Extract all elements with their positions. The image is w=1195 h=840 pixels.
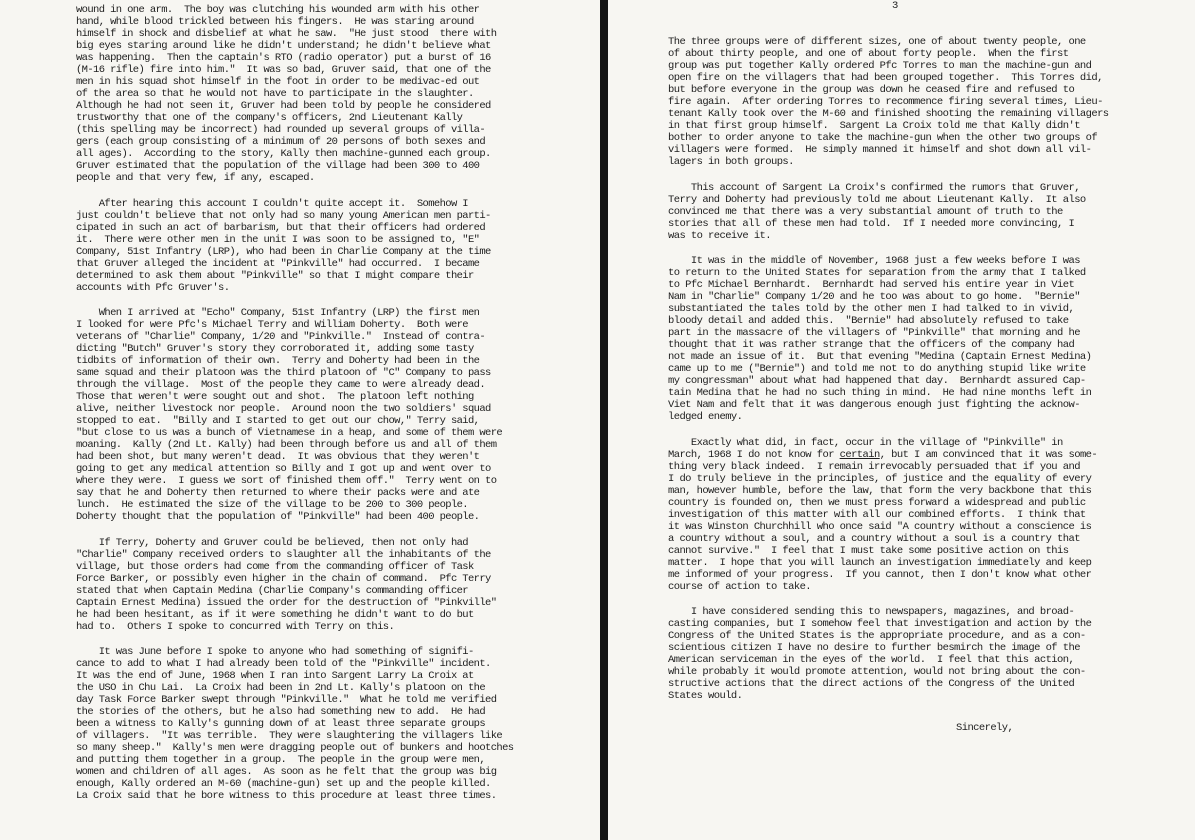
text-line: It was the end of June, 1968 when I ran into Sargent Larry La Croix at: [76, 670, 474, 682]
text-line: in that first group himself. Sargent La Croix told me that Kally didn't: [668, 120, 1080, 132]
text-line: Although he had not seen it, Gruver had been told by people he considered: [76, 100, 491, 112]
text-line: This account of Sargent La Croix's confirmed the rumors that Gruver,: [668, 181, 1080, 194]
text-line: determined to ask them about "Pinkville" so that I might compare their: [76, 269, 474, 282]
text-line: Doherty thought that the population of "Pinkville" had been 400 people.: [76, 511, 480, 523]
text-line: of about thirty people, and one of about forty people. When the first: [668, 48, 1069, 60]
text-line: and putting them together in a group. The people in the group were men,: [76, 754, 486, 766]
text-line: stopped to eat. "Billy and I started to get out our chow," Terry said,: [76, 415, 480, 427]
line-continuation: , but I am convinced that it was some-: [879, 448, 1098, 461]
text-line: matter. I hope that you will launch an investigation immediately and keep: [668, 556, 1092, 569]
text-line: people and that very few, if any, escaped.: [76, 172, 315, 184]
text-line: If Terry, Doherty and Gruver could be believed, then not only had: [76, 536, 468, 549]
text-line: "Charlie" Company received orders to slaughter all the inhabitants of the: [76, 548, 491, 561]
text-line: a country without a soul, and a country without a soul is a country that: [668, 532, 1080, 545]
text-line: After hearing this account I couldn't quite accept it. Somehow I: [76, 197, 468, 210]
text-line: so many sheep." Kally's men were dragging people out of bunkers and hootches: [76, 742, 514, 754]
text-line: Captain Ernest Medina) issued the order for the destruction of "Pinkville": [76, 596, 497, 609]
text-line: scientious citizen I have no desire to further besmirch the image of the: [668, 642, 1080, 654]
text-line: to Pfc Michael Bernhardt. Bernhardt had served his entire year in Viet: [668, 279, 1075, 291]
text-line: tenant Kally took over the M-60 and finished shooting the remaining villagers: [668, 108, 1109, 120]
text-line: tain Medina that he had no such thing in mind. He had nine months left in: [668, 387, 1092, 399]
text-line: to return to the United States for separation from the army that I talked: [668, 267, 1086, 279]
text-line: ledged enemy.: [668, 411, 743, 423]
page-number: 3: [892, 0, 899, 12]
text-line: villagers were formed. He simply manned it himself and shot down all vil-: [668, 144, 1092, 156]
text-line: came up to me ("Bernie") and told me not to do anything stupid like write: [668, 363, 1086, 375]
text-line: he had been hesitant, as if it were something he didn't want to do but: [76, 608, 474, 621]
text-line: Terry and Doherty had previously told me about Lieutenant Kally. It also: [668, 193, 1086, 206]
text-line: The three groups were of different sizes, one of about twenty people, one: [668, 36, 1086, 48]
text-line: It was June before I spoke to anyone who had something of signifi-: [76, 646, 474, 658]
paragraph: [76, 646, 600, 802]
text-line: cance to add to what I had already been told of the "Pinkville" incident.: [76, 658, 491, 670]
text-line: open fire on the villagers that had been grouped together. This Torres did,: [668, 72, 1103, 84]
text-line: fire again. After ordering Torres to recommence firing several times, Lieu-: [668, 96, 1103, 108]
text-line: part in the massacre of the villagers of "Pinkville" that morning and he: [668, 327, 1080, 339]
closing-salutation: Sincerely,: [956, 722, 1014, 734]
text-line: bloody detail and added this. "Bernie" had absolutely refused to take: [668, 315, 1069, 327]
paragraph: [76, 4, 600, 184]
text-line: had to. Others I spoke to concurred with Terry on this.: [76, 620, 395, 633]
text-line: me informed of your progress. If you cannot, then I don't know what other: [668, 568, 1092, 581]
text-line: casting companies, but I somehow feel that investigation and action by the: [668, 618, 1092, 630]
text-line: accounts with Pfc Gruver's.: [76, 281, 230, 294]
text-line: country is founded on, then we must press forward a widespread and public: [668, 496, 1086, 509]
text-line: man, however humble, before the law, that form the very backbone that this: [668, 484, 1092, 497]
paragraph: [76, 198, 600, 294]
text-line: of the area so that he would not have to participate in the slaughter.: [76, 88, 474, 100]
text-line: had been shot, but many weren't dead. It was obvious that they weren't: [76, 451, 480, 463]
text-line: it was Winston Churchhill who once said "A country without a conscience is: [668, 520, 1092, 533]
text-line: Company, 51st Infantry (LRP), who had been in Charlie Company at the time: [76, 245, 491, 258]
text-line: It was in the middle of November, 1968 just a few weeks before I was: [668, 255, 1080, 267]
text-line: structive actions that the direct actions of the Congress of the United: [668, 678, 1075, 690]
text-line: March, 1968 I do not know for certain, but I am convinced that it was some-: [668, 448, 1098, 461]
closing: [668, 722, 1195, 734]
text-line: through the village. Most of the people they came to were already dead.: [76, 379, 486, 391]
text-line: stated that when Captain Medina (Charlie Company's commanding officer: [76, 584, 468, 597]
paragraph: [668, 255, 1195, 423]
text-line: I do truly believe in the principles, of justice and the equality of every: [668, 472, 1092, 485]
text-line: same squad and their platoon was the third platoon of "C" Company to pass: [76, 367, 491, 379]
text-line: States would.: [668, 690, 743, 702]
right-page-body: [668, 36, 1195, 702]
text-line: the stories of the others, but he also had something new to add. He had: [76, 706, 486, 718]
left-page-body: [76, 4, 600, 802]
text-line: convinced me that there was a very substantial amount of truth to the: [668, 205, 1063, 218]
text-line: Gruver estimated that the population of the village had been 300 to 400: [76, 160, 480, 172]
text-line: trustworthy that one of the company's officers, 2nd Lieutenant Kally: [76, 112, 463, 124]
text-line: La Croix said that he bore witness to this procedure at least three times.: [76, 790, 497, 802]
paragraph: [76, 307, 600, 523]
text-line: where they were. I guess we sort of finished them off." Terry went on to: [76, 475, 497, 487]
text-line: women and children of all ages. As soon as he felt that the group was big: [76, 766, 497, 778]
text-line: men in his squad shot himself in the foot in order to be medivac-ed out: [76, 76, 480, 88]
text-line: thought that it was rather strange that the officers of the company had: [668, 339, 1075, 351]
text-line: himself in shock and disbelief at what he saw. "He just stood there with: [76, 28, 497, 40]
text-line: enough, Kally ordered an M-60 (machine-gun) set up and the people killed.: [76, 778, 491, 790]
text-line: dicting "Butch" Gruver's story they corroborated it, adding some tasty: [76, 343, 474, 355]
text-line: When I arrived at "Echo" Company, 51st Infantry (LRP) the first men: [76, 307, 480, 319]
text-line: stories that all of these men had told. If I needed more convincing, I: [668, 217, 1075, 230]
text-line: Nam in "Charlie" Company 1/20 and he too was about to go home. "Bernie": [668, 291, 1080, 303]
text-line: cipated in such an act of barbarism, but that their officers had ordered: [76, 221, 486, 234]
text-line: while probably it would promote attention, would not bring about the con-: [668, 666, 1086, 678]
text-line: just couldn't believe that not only had so many young American men parti-: [76, 209, 491, 222]
paragraph: [76, 537, 600, 633]
text-line: Those that weren't were sought out and shot. The platoon left nothing: [76, 391, 474, 403]
underlined-word: certain: [839, 448, 880, 461]
text-line: village, but those orders had come from the commanding officer of Task: [76, 560, 474, 573]
text-line: hand, while blood trickled between his fingers. He was staring around: [76, 16, 474, 28]
text-line: Exactly what did, in fact, occur in the village of "Pinkville" in: [668, 436, 1063, 449]
text-line: Congress of the United States is the appropriate procedure, and as a con-: [668, 630, 1086, 642]
text-line: day Task Force Barker swept through "Pinkville." What he told me verified: [76, 694, 497, 706]
text-line: course of action to take.: [668, 580, 812, 593]
page-gutter: [600, 0, 608, 840]
text-line: I have considered sending this to newspapers, magazines, and broad-: [668, 606, 1075, 618]
text-line: all ages). According to the story, Kally then machine-gunned each group.: [76, 148, 491, 160]
text-line: gers (each group consisting of a minimum of 20 persons of both sexes and: [76, 136, 486, 148]
text-line: it. There were other men in the unit I was soon to be assigned to, "E": [76, 233, 480, 246]
paragraph: [668, 606, 1195, 702]
text-line: tidbits of information of their own. Terry and Doherty had been in the: [76, 355, 480, 367]
text-line: that Gruver alleged the incident at "Pinkville" had occurred. I became: [76, 257, 480, 270]
paragraph: [668, 182, 1195, 242]
text-line: substantiated the tales told by the other men I had talked to in vivid,: [668, 303, 1075, 315]
text-line: alive, neither livestock nor people. Around noon the two soldiers' squad: [76, 403, 491, 415]
text-line: bother to order anyone to take the machine-gun when the other two groups of: [668, 132, 1098, 144]
text-line: lunch. He estimated the size of the village to be 200 to 300 people.: [76, 499, 468, 511]
text-line: was to receive it.: [668, 229, 771, 242]
text-line: wound in one arm. The boy was clutching his wounded arm with his other: [76, 4, 480, 16]
paragraph: [668, 36, 1195, 168]
text-line: veterans of "Charlie" Company, 1/20 and "Pinkville." Instead of contra-: [76, 331, 486, 343]
text-line: investigation of this matter with all our combined efforts. I think that: [668, 508, 1086, 521]
text-line: the USO in Chu Lai. La Croix had been in 2nd Lt. Kally's platoon on the: [76, 682, 486, 694]
text-line: I looked for were Pfc's Michael Terry and William Doherty. Both were: [76, 319, 468, 331]
text-line: thing very black indeed. I remain irrevocably persuaded that if you and: [668, 460, 1080, 473]
text-line: say that he and Doherty then returned to where their packs were and ate: [76, 487, 480, 499]
text-line: group was put together Kally ordered Pfc Torres to man the machine-gun and: [668, 60, 1092, 72]
text-line: going to get any medical attention so Billy and I got up and went over to: [76, 463, 491, 475]
text-line: lagers in both groups.: [668, 156, 794, 168]
right-page: [608, 0, 1195, 840]
text-line: but before everyone in the group was down he ceased fire and refused to: [668, 84, 1075, 96]
text-line: "but close to us was a bunch of Vietnamese in a heap, and some of them were: [76, 427, 503, 439]
text-line: my congressman" about what had happened that day. Bernhardt assured Cap-: [668, 375, 1086, 387]
text-line: American serviceman in the eyes of the world. I feel that this action,: [668, 654, 1075, 666]
text-line: cannot survive." I feel that I must take some positive action on this: [668, 544, 1069, 557]
text-line: was happening. Then the captain's RTO (radio operator) put a burst of 16: [76, 52, 491, 64]
text-line: (M-16 rifle) fire into him." It was so bad, Gruver said, that one of the: [76, 64, 491, 76]
text-line: (this spelling may be incorrect) had rounded up several groups of villa-: [76, 124, 486, 136]
text-line: not made an issue of it. But that evening "Medina (Captain Ernest Medina): [668, 351, 1092, 363]
text-line: Force Barker, or possibly even higher in the chain of command. Pfc Terry: [76, 572, 491, 585]
text-line: of villagers. "It was terrible. They were slaughtering the villagers like: [76, 730, 503, 742]
paragraph: [668, 437, 1195, 593]
text-line: been a witness to Kally's gunning down of at least three separate groups: [76, 718, 486, 730]
text-line: big eyes staring around like he didn't understand; he didn't believe what: [76, 40, 491, 52]
text-line: Viet Nam and felt that it was dangerous enough just fighting the acknow-: [668, 399, 1080, 411]
text-line: moaning. Kally (2nd Lt. Kally) had been through before us and all of them: [76, 439, 497, 451]
